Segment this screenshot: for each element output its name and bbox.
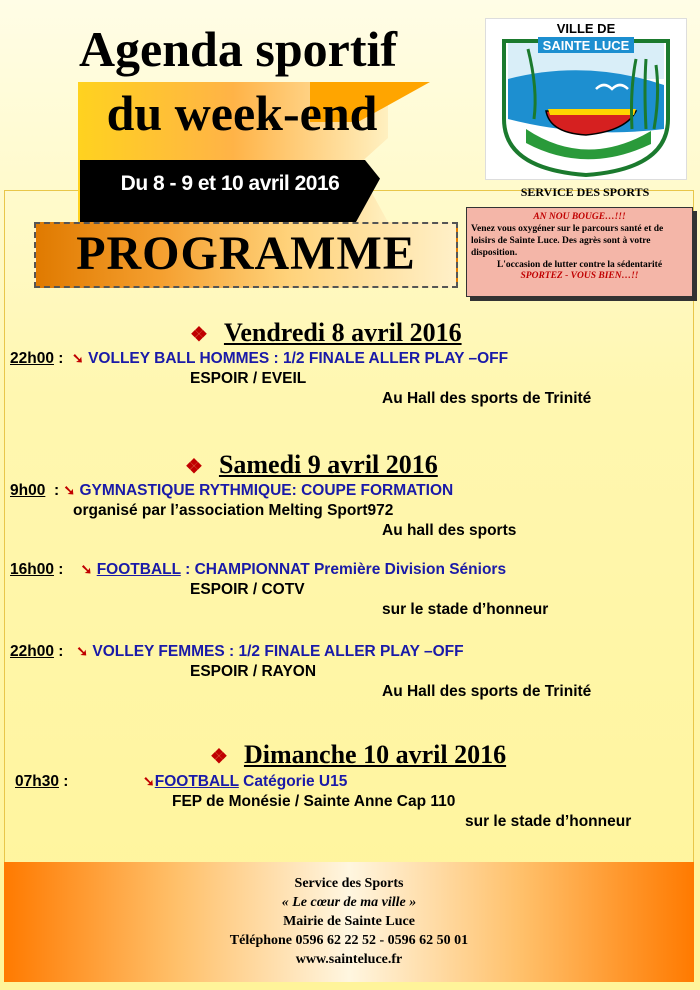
motto-box bbox=[466, 207, 693, 297]
event-saturday-football: 16h00 : ➘ FOOTBALL : CHAMPIONNAT Première Division Séniors bbox=[10, 561, 507, 578]
event-activity: GYMNASTIQUE RYTHMIQUE: COUPE FORMATION bbox=[79, 482, 454, 499]
diamond-bullet-icon: ❖ bbox=[190, 324, 208, 346]
event-venue: Au hall des sports bbox=[382, 522, 517, 539]
arrow-icon: ➘ bbox=[63, 482, 76, 498]
day-heading-friday: ❖ Vendredi 8 avril 2016 bbox=[190, 318, 462, 347]
event-time: 16h00 bbox=[10, 561, 54, 578]
logo-city-name: SAINTE LUCE bbox=[542, 38, 630, 53]
arrow-icon: ➘ bbox=[80, 561, 93, 577]
event-venue: sur le stade d’honneur bbox=[382, 601, 549, 618]
diamond-bullet-icon: ❖ bbox=[185, 456, 203, 478]
event-match: ESPOIR / COTV bbox=[190, 581, 305, 598]
event-time: 9h00 bbox=[10, 482, 46, 499]
event-activity: Catégorie U15 bbox=[238, 773, 348, 790]
event-activity: VOLLEY FEMMES : 1/2 FINALE ALLER PLAY –OFF bbox=[92, 643, 464, 660]
event-venue: sur le stade d’honneur bbox=[465, 813, 632, 830]
programme-title: PROGRAMME bbox=[76, 227, 416, 280]
service-label: SERVICE DES SPORTS bbox=[520, 185, 650, 199]
arrow-icon: ➘ bbox=[72, 350, 84, 366]
footer-phone: Téléphone 0596 62 22 52 - 0596 62 50 01 bbox=[229, 933, 469, 948]
event-activity: VOLLEY BALL HOMMES : 1/2 FINALE ALLER PLAY –OFF bbox=[88, 350, 509, 367]
motto-line-2: Venez vous oxygéner sur le parcours santé et de loisirs de Sainte Luce. Des agrès sont à votre disposition. bbox=[471, 223, 664, 258]
city-logo bbox=[485, 18, 687, 180]
event-saturday-volley: 22h00 : ➘ VOLLEY FEMMES : 1/2 FINALE ALLER PLAY –OFF bbox=[10, 643, 464, 660]
footer-website-link[interactable]: www.sainteluce.fr bbox=[295, 952, 403, 967]
day-heading-sunday: ❖ Dimanche 10 avril 2016 bbox=[210, 740, 507, 769]
event-time: 22h00 bbox=[10, 643, 54, 660]
arrow-icon: ➘ bbox=[76, 643, 89, 659]
motto-line-3: L'occasion de lutter contre la sédentarité bbox=[496, 259, 663, 270]
motto-line-1: AN NOU BOUGE…!!! bbox=[533, 212, 626, 222]
event-time: 22h00 bbox=[10, 350, 54, 367]
event-sunday-activity bbox=[143, 773, 347, 791]
event-saturday-gym: 9h00 : ➘ GYMNASTIQUE RYTHMIQUE: COUPE FORMATION bbox=[10, 482, 454, 499]
event-time: 07h30 bbox=[15, 773, 59, 790]
title-line-1: Agenda sportif bbox=[78, 21, 398, 77]
event-sunday-football: 07h30 : bbox=[15, 773, 69, 790]
arrow-icon: ➘ bbox=[143, 773, 155, 789]
event-match: FEP de Monésie / Sainte Anne Cap 110 bbox=[172, 793, 456, 810]
footer-slogan: « Le cœur de ma ville » bbox=[281, 895, 417, 910]
footer-contact bbox=[4, 874, 694, 969]
day-heading-saturday: ❖ Samedi 9 avril 2016 bbox=[185, 450, 438, 479]
event-match: ESPOIR / EVEIL bbox=[190, 370, 307, 387]
event-activity: : CHAMPIONNAT Première Division Séniors bbox=[180, 561, 507, 578]
dates-text: Du 8 - 9 et 10 avril 2016 bbox=[120, 172, 340, 195]
logo-city-top: VILLE DE bbox=[556, 21, 616, 36]
event-venue: Au Hall des sports de Trinité bbox=[382, 390, 592, 407]
footer-mairie: Mairie de Sainte Luce bbox=[283, 914, 415, 929]
motto-line-4: SPORTEZ - VOUS BIEN…!! bbox=[520, 271, 639, 282]
event-activity-link[interactable]: FOOTBALL bbox=[96, 561, 181, 578]
diamond-bullet-icon: ❖ bbox=[210, 746, 228, 768]
event-activity-link[interactable]: FOOTBALL bbox=[154, 773, 239, 790]
footer-service: Service des Sports bbox=[294, 876, 404, 891]
event-organizer: organisé par l’association Melting Sport972 bbox=[73, 502, 394, 519]
event-venue: Au Hall des sports de Trinité bbox=[382, 683, 592, 700]
city-logo-emblem-icon bbox=[486, 19, 686, 179]
title-line-2: du week-end bbox=[106, 85, 378, 141]
event-friday-volley: 22h00 : ➘ VOLLEY BALL HOMMES : 1/2 FINALE ALLER PLAY –OFF bbox=[10, 350, 509, 367]
event-match: ESPOIR / RAYON bbox=[190, 663, 317, 680]
